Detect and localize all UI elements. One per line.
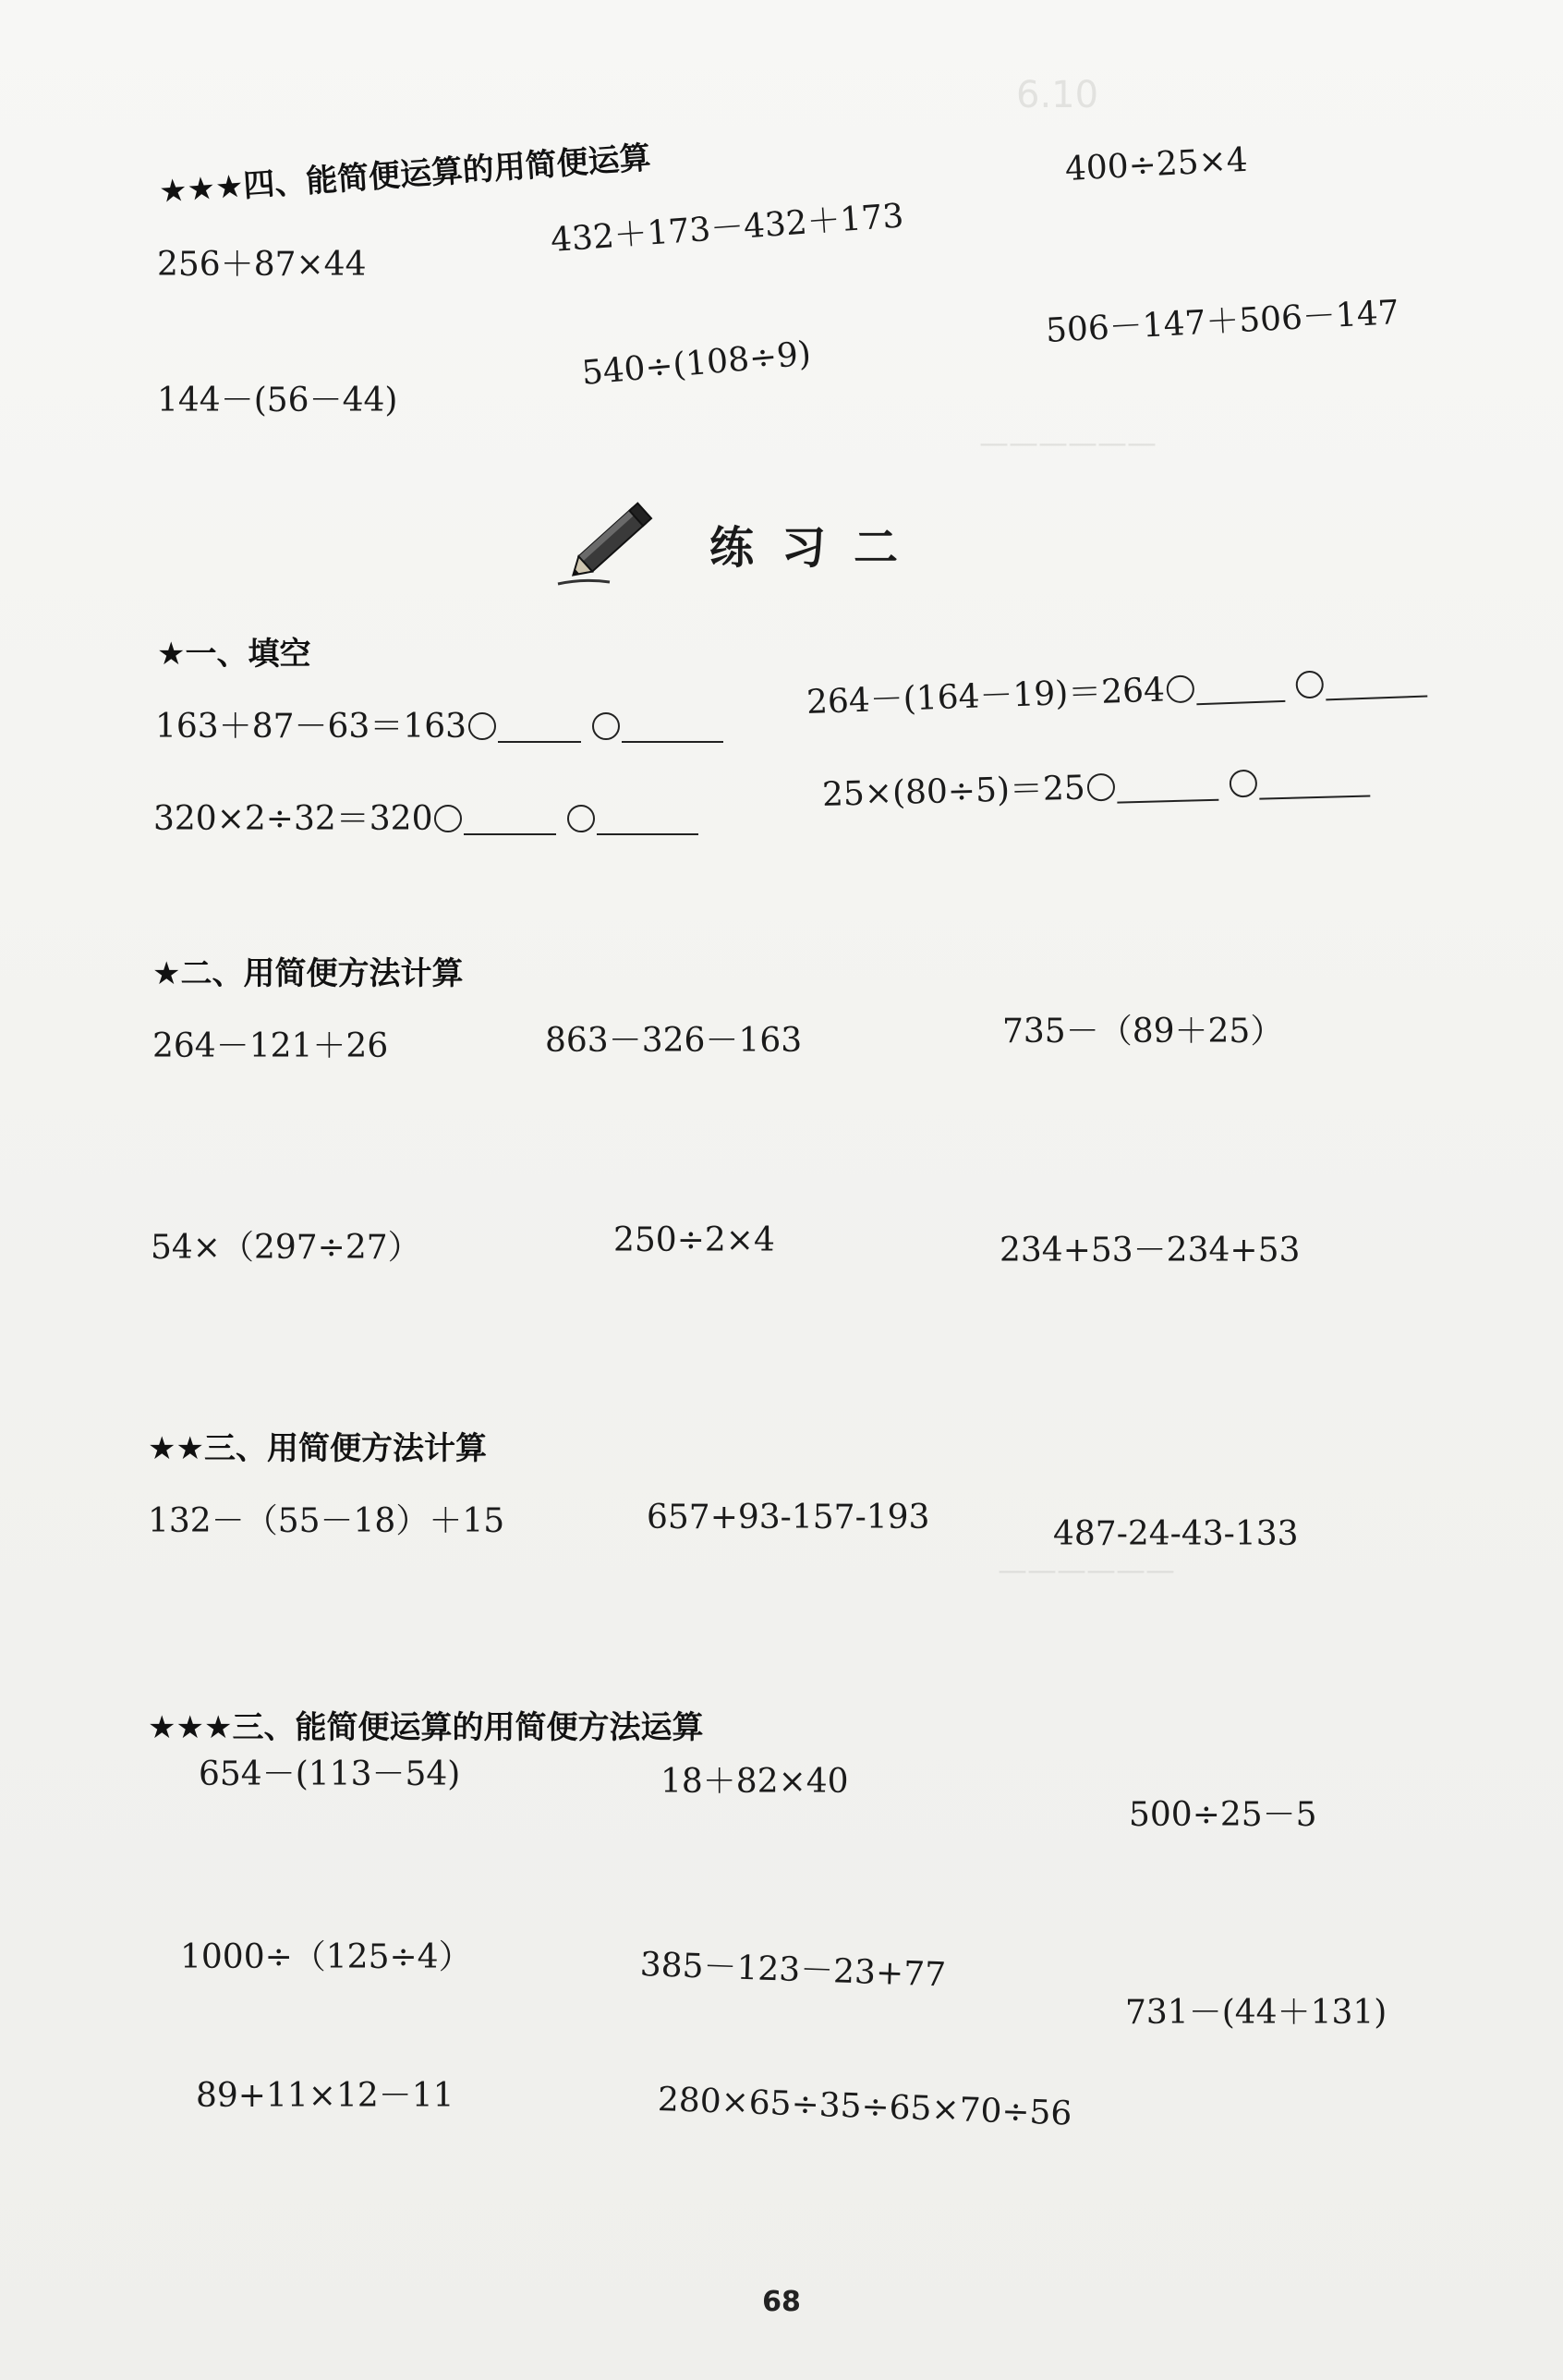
exercise-expression: 264－121＋26 [152, 1027, 389, 1065]
operator-circle[interactable] [468, 712, 496, 740]
fill-blank-row [821, 754, 1370, 815]
part-three-heading: ★★三、用简便方法计算 [148, 1430, 487, 1467]
exercise-expression: 280×65÷35÷65×70÷56 [657, 2081, 1073, 2133]
part-one-heading: ★一、填空 [157, 636, 311, 673]
operator-circle[interactable] [592, 712, 620, 740]
exercise-expression: 657+93-157-193 [647, 1499, 930, 1536]
exercise-expression: 250÷2×4 [613, 1221, 775, 1259]
answer-blank[interactable] [498, 713, 581, 743]
answer-blank[interactable] [1116, 771, 1218, 804]
show-through-text: —————— [998, 1552, 1175, 1587]
answer-blank[interactable] [464, 806, 556, 835]
exercise-expression: 506－147＋506－147 [1045, 293, 1400, 350]
operator-circle[interactable] [434, 805, 462, 832]
exercise-expression: 400÷25×4 [1063, 140, 1249, 188]
show-through-text: 6.10 [1016, 74, 1099, 116]
exercise-expression: 89+11×12－11 [196, 2077, 454, 2115]
exercise-expression: 487-24-43-133 [1053, 1515, 1299, 1553]
part-two-heading: ★二、用简便方法计算 [152, 955, 464, 992]
exercise-expression: 540÷(108÷9) [580, 334, 813, 393]
operator-circle[interactable] [1229, 770, 1257, 798]
exercise-expression: 500÷25－5 [1129, 1796, 1317, 1834]
answer-blank[interactable] [1258, 767, 1370, 799]
exercise-expression: 432＋173－432＋173 [549, 197, 905, 260]
exercise-expression: 654－(113－54) [199, 1755, 461, 1793]
exercise-expression: 18＋82×40 [660, 1763, 849, 1801]
exercise-expression: 735－（89＋25） [1002, 1013, 1284, 1050]
exercise-expression: 234+53－234+53 [1000, 1232, 1301, 1269]
exercise-expression: 132－（55－18）＋15 [148, 1502, 505, 1540]
exercise-expression: 863－326－163 [545, 1022, 803, 1060]
fill-blank-expression: 264－(164－19)＝264 [806, 671, 1166, 722]
exercise-expression: 256＋87×44 [157, 246, 367, 284]
section-four-heading: ★★★四、能简便运算的用简便运算 [157, 139, 652, 211]
fill-blank-row [153, 793, 698, 840]
exercise-expression: 144－(56－44) [157, 382, 398, 419]
answer-blank[interactable] [622, 713, 723, 743]
operator-circle[interactable] [1166, 674, 1194, 703]
operator-circle[interactable] [567, 805, 595, 832]
exercise-expression: 731－(44＋131) [1125, 1994, 1387, 2032]
show-through-text: —————— [979, 425, 1157, 460]
operator-circle[interactable] [1295, 670, 1324, 698]
fill-blank-row [806, 655, 1427, 723]
fill-blank-expression: 163＋87－63＝163 [155, 708, 467, 746]
fill-blank-row [155, 700, 723, 747]
answer-blank[interactable] [1325, 668, 1427, 701]
fill-blank-expression: 320×2÷32＝320 [153, 800, 433, 838]
exercise-expression: 54×（297÷27） [151, 1229, 421, 1267]
answer-blank[interactable] [597, 806, 698, 835]
fill-blank-expression: 25×(80÷5)＝25 [821, 769, 1086, 814]
practice-title: 练习二 [709, 522, 927, 574]
exercise-expression: 1000÷（125÷4） [180, 1938, 472, 1976]
page-number: 68 [762, 2286, 801, 2318]
pencil-icon [556, 490, 667, 591]
exercise-expression: 385－123－23+77 [639, 1946, 947, 1995]
part-three-b-heading: ★★★三、能简便运算的用简便方法运算 [148, 1709, 704, 1746]
answer-blank[interactable] [1195, 673, 1285, 705]
operator-circle[interactable] [1086, 773, 1115, 802]
